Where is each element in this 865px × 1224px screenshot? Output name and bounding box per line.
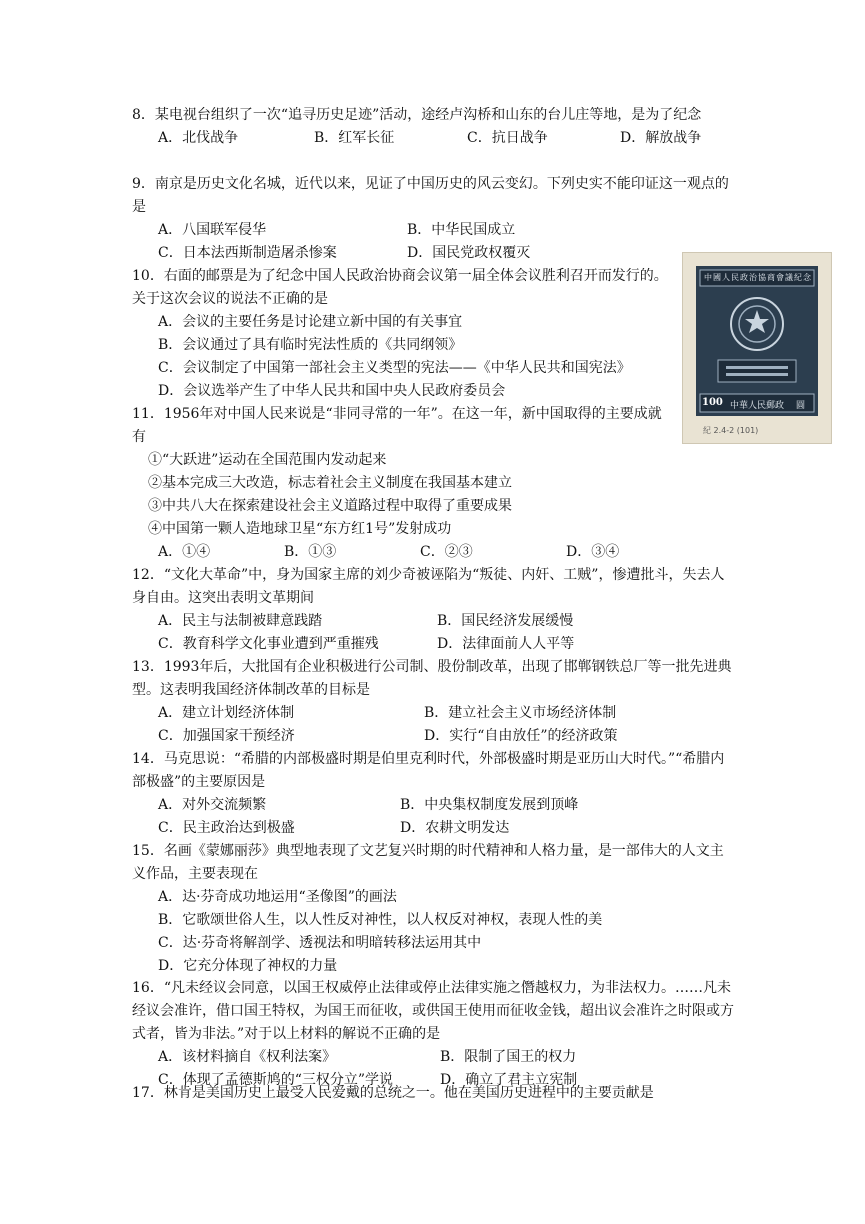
stamp-country: 中華人民郵政 [730,401,785,411]
question-13 [132,656,732,748]
options-row [132,817,732,840]
options-row [132,633,732,656]
option-b: B．红军长征 [314,130,395,146]
stamp-image [682,252,832,444]
options-row [132,725,732,748]
option-a: A．民主与法制被肆意践踏 [158,613,323,629]
option-c: C．达·芬奇将解剖学、透视法和明暗转移法运用其中 [158,935,482,951]
options-row [132,702,732,725]
question-stem: 12．“文化大革命”中，身为国家主席的刘少奇被诬陷为“叛徒、内奸、工贼”，惨遭批斗，失去人身自由。这突出表明文革期间 [132,567,725,606]
question-stem: 14．马克思说：“希腊的内部极盛时期是伯里克利时代，外部极盛时期是亚历山大时代。”“希腊内部极盛”的主要原因是 [132,751,725,790]
options-row [132,219,732,242]
option-d: D．会议选举产生了中华人民共和国中央人民政府委员会 [158,383,506,399]
statement-item: ④中国第一颗人造地球卫星“东方红1号”发射成功 [148,521,452,537]
option-a: A．建立计划经济体制 [158,705,295,721]
question-stem: 16．“凡未经议会同意，以国王权威停止法律或停止法律实施之僭越权力，为非法权力。……凡未经议会准许，借口国王特权，为国王而征收，或供国王使用而征收金钱，超出议会准许之时限或方式者，皆为非法。”对于以上材料的解说不正确的是 [132,980,734,1042]
option-b: B．它歌颂世俗人生，以人性反对神性，以人权反对神权，表现人性的美 [158,912,603,928]
option-d: D．法律面前人人平等 [437,636,575,652]
question-16 [132,977,732,1092]
question-stem: 13．1993年后，大批国有企业积极进行公司制、股份制改革，出现了邯郸钢铁总厂等一批先进典型。这表明我国经济体制改革的目标是 [132,659,732,698]
option-d: D．国民党政权覆灭 [407,245,531,261]
question-stem: 11．1956年对中国人民来说是“非同寻常的一年”。在这一年，新中国取得的主要成就有 [132,406,662,445]
question-8 [132,104,732,150]
option-c: C．会议制定了中国第一部社会主义类型的宪法——《中华人民共和国宪法》 [158,360,631,376]
question-stem: 17．林肯是美国历史上最受人民爱戴的总统之一。他在美国历史进程中的主要贡献是 [132,1085,654,1101]
option-b: B．中央集权制度发展到顶峰 [400,797,579,813]
statement-item: ②基本完成三大改造，标志着社会主义制度在我国基本建立 [148,475,512,491]
stamp-unit: 圓 [796,401,806,411]
option-d: D．实行“自由放任”的经济政策 [424,728,618,744]
option-a: A．北伐战争 [158,130,239,146]
option-c: C．日本法西斯制造屠杀惨案 [158,245,337,261]
option-a: A．①④ [158,544,211,560]
option-b: B．国民经济发展缓慢 [437,613,574,629]
option-a: A．对外交流频繁 [158,797,267,813]
question-14 [132,748,732,840]
options-row [132,610,732,633]
question-17 [132,1082,732,1105]
option-b: B．限制了国王的权力 [440,1049,577,1065]
option-b: B．会议通过了具有临时宪法性质的《共同纲领》 [158,337,463,353]
option-b: B．中华民国成立 [407,222,516,238]
question-9 [132,173,732,265]
question-stem: 10．右面的邮票是为了纪念中国人民政治协商会议第一届全体会议胜利召开而发行的。关于这次会议的说法不正确的是 [132,268,668,307]
question-stem: 15．名画《蒙娜丽莎》典型地表现了文艺复兴时期的时代精神和人格力量，是一部伟大的人文主义作品，主要表现在 [132,843,724,882]
option-d: D．③④ [566,544,620,560]
option-b: B．建立社会主义市场经济体制 [424,705,617,721]
question-15 [132,840,732,978]
option-c: C．②③ [420,544,473,560]
option-c: C．教育科学文化事业遭到严重摧残 [158,636,379,652]
option-c: C．抗日战争 [467,130,548,146]
option-c: C．民主政治达到极盛 [158,820,295,836]
stamp-value: 100 [702,397,723,408]
option-d: D．确立了君主立宪制 [440,1072,578,1088]
option-c: C．加强国家干预经济 [158,728,295,744]
statement-item: ①“大跃进”运动在全国范围内发动起来 [148,452,387,468]
option-a: A．该材料摘自《权利法案》 [158,1049,337,1065]
option-d: D．它充分体现了神权的力量 [158,958,338,974]
option-d: D．解放战争 [620,130,702,146]
options-row [132,242,732,265]
option-a: A．会议的主要任务是讨论建立新中国的有关事宜 [158,314,463,330]
options-row [132,1046,732,1069]
option-d: D．农耕文明发达 [400,820,510,836]
options-row [132,794,732,817]
option-a: A．达·芬奇成功地运用“圣像图”的画法 [158,889,397,905]
options-row [132,541,672,564]
stamp-emblem-graphic [696,266,818,416]
question-10 [132,265,672,403]
option-c: C．体现了孟德斯鸠的“三权分立”学说 [158,1072,394,1088]
option-a: A．八国联军侵华 [158,222,267,238]
question-12 [132,564,732,656]
stamp-caption: 紀 2.4-2 (101) [703,426,759,435]
question-11 [132,403,672,564]
stamp-header-text: 中國人民政治協商會議紀念 [704,273,812,282]
question-stem: 8．某电视台组织了一次“追寻历史足迹”活动，途经卢沟桥和山东的台儿庄等地，是为了纪念 [132,107,702,123]
statement-item: ③中共八大在探索建设社会主义道路过程中取得了重要成果 [148,498,512,514]
options-row [132,127,732,150]
stamp-design [696,266,818,416]
option-b: B．①③ [284,544,337,560]
question-stem: 9．南京是历史文化名城，近代以来，见证了中国历史的风云变幻。下列史实不能印证这一观点的是 [132,176,729,215]
